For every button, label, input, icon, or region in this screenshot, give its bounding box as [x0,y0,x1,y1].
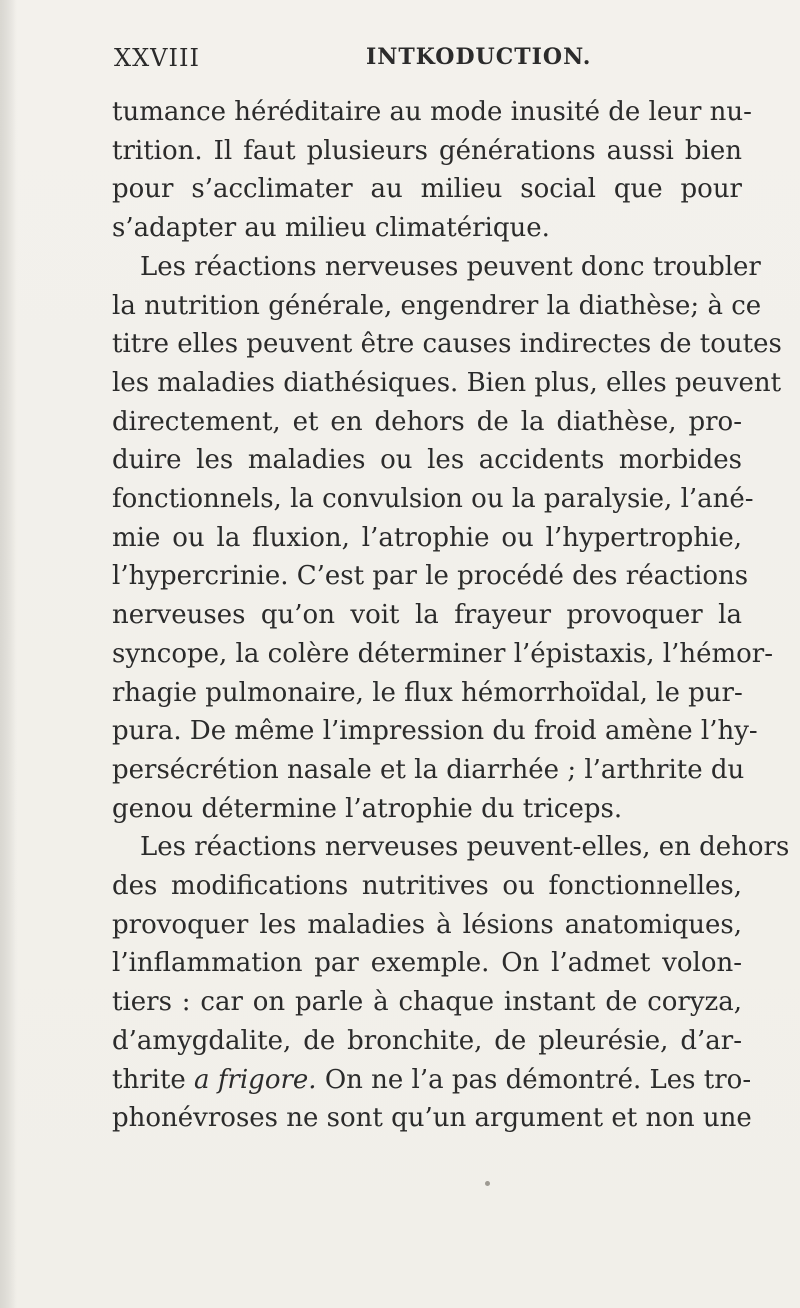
ink-speck [485,1181,490,1186]
text-line: provoquer les maladies à lésions anatomiques, [112,909,742,940]
text-line: pour s’acclimater au milieu social que pour [112,174,742,205]
text-line: phonévroses ne sont qu’un argument et non une [112,1103,752,1134]
text-line: l’inflammation par exemple. On l’admet volon- [112,948,742,979]
text-line: la nutrition générale, engendrer la diathèse; à ce [112,290,762,321]
text-line: tumance héréditaire au mode inusité de leur nu- [112,97,752,127]
text-line: l’hypercrinie. C’est par le procédé des réactions [112,561,749,592]
text-line: titre elles peuvent être causes indirectes de toutes [112,329,782,360]
text-fragment: thrite [112,1064,195,1095]
paragraph-2 [112,248,782,829]
running-head: INTKODUCTION. [366,44,592,70]
italic-phrase: a frigore. [194,1064,317,1095]
text-line: syncope, la colère déterminer l’épistaxis, l’hémor- [112,638,774,669]
text-line: Les réactions nerveuses peuvent donc troubler [140,251,761,282]
text-line: tiers : car on parle à chaque instant de coryza, [112,987,742,1018]
text-line: des modifications nutritives ou fonctionnelles, [112,871,742,902]
text-line: pura. De même l’impression du froid amène l’hy- [112,716,758,747]
text-line: genou détermine l’atrophie du triceps. [112,793,623,824]
text-line: persécrétion nasale et la diarrhée ; l’arthrite du [112,754,745,785]
text-line: nerveuses qu’on voit la frayeur provoquer la [112,600,742,631]
page-number: XXVIII [114,44,200,72]
text-line: Les réactions nerveuses peuvent-elles, en dehors [140,832,790,863]
paragraph-1 [112,93,752,248]
text-line [112,1061,752,1100]
text-line: fonctionnels, la convulsion ou la paralysie, l’ané- [112,484,754,515]
text-line: d’amygdalite, de bronchite, de pleurésie, d’ar- [112,1025,742,1056]
text-line: s’adapter au milieu climatérique. [112,213,550,244]
text-line: les maladies diathésiques. Bien plus, elles peuvent [112,367,782,398]
text-fragment: On ne l’a pas démontré. Les tro- [316,1064,752,1095]
text-line: directement, et en dehors de la diathèse, pro- [112,406,742,437]
text-line: trition. Il faut plusieurs générations aussi bien [112,135,742,166]
paragraph-3 [112,828,790,1138]
page-gutter-shadow [0,0,16,1308]
page-header [114,44,734,80]
body-text [112,93,790,1138]
text-line: mie ou la fluxion, l’atrophie ou l’hypertrophie, [112,522,742,553]
text-line: duire les maladies ou les accidents morbides [112,445,742,476]
text-line: rhagie pulmonaire, le flux hémorrhoïdal, le pur- [112,677,743,708]
